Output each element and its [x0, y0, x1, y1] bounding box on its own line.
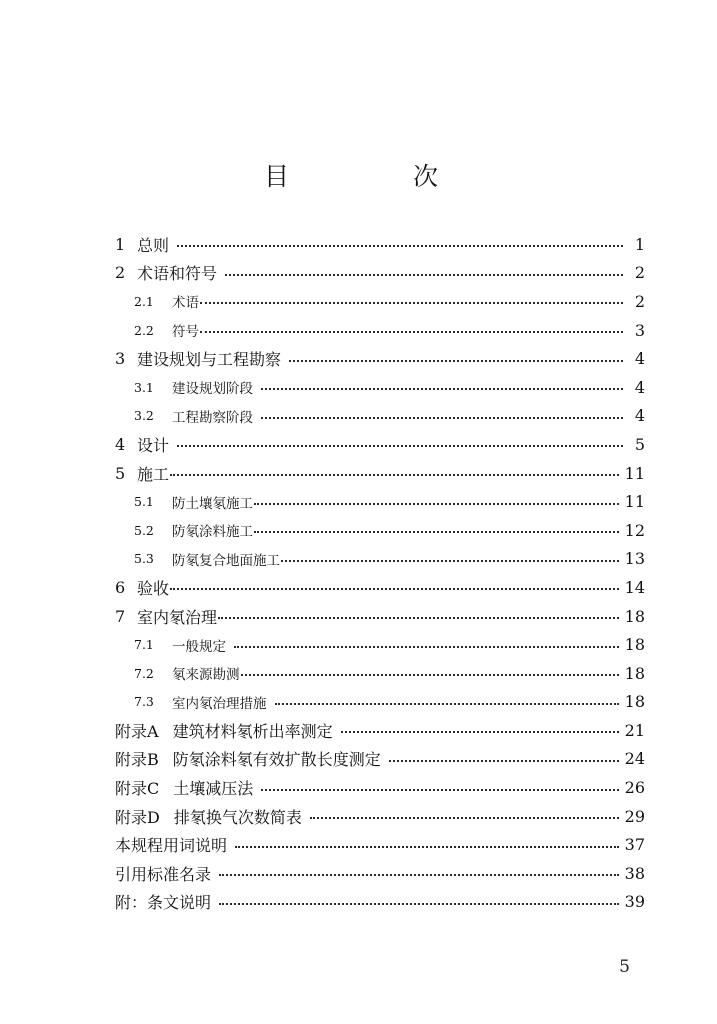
- toc-entry-number: 3: [115, 349, 126, 369]
- toc-entry-label: 总则: [137, 235, 170, 255]
- toc-entry[interactable]: [115, 745, 645, 774]
- toc-entry-number: 6: [115, 577, 126, 597]
- toc-entry-label: 设计: [137, 435, 170, 455]
- toc-entry-label: 防氡涂料施工: [172, 524, 253, 541]
- toc-entry-page: 12: [624, 520, 645, 540]
- toc-entry-label: 工程勘察阶段: [172, 409, 253, 426]
- page-title: 目 次: [264, 162, 496, 191]
- toc-entry-label: 建设规划阶段: [172, 381, 253, 398]
- toc-entry[interactable]: [115, 830, 645, 859]
- toc-entry[interactable]: [115, 688, 645, 717]
- toc-entry-label: 一般规定: [172, 638, 226, 655]
- toc-entry-page: 18: [624, 663, 645, 683]
- toc-entry[interactable]: [115, 459, 645, 488]
- toc-entry-label: 附：条文说明: [115, 893, 212, 913]
- toc-entry-number: 5.2: [134, 522, 154, 538]
- toc-entry-label: 室内氡治理措施: [172, 695, 267, 712]
- toc-entry-page: 2: [634, 291, 645, 311]
- toc-entry-label: 本规程用词说明: [115, 836, 228, 856]
- toc-entry-page: 2: [634, 263, 645, 283]
- toc-entry-page: 38: [624, 863, 645, 883]
- toc-dot-leader: [341, 731, 619, 733]
- toc-entry-page: 24: [624, 749, 645, 769]
- toc-entry-label: 防土壤氡施工: [172, 495, 253, 512]
- toc-entry-label: 符号: [172, 324, 199, 341]
- toc-entry-label: 氡来源勘测: [172, 667, 240, 684]
- toc-entry-number: 7.1: [134, 637, 154, 653]
- toc-dot-leader: [281, 560, 619, 562]
- toc-dot-leader: [219, 874, 619, 876]
- toc-entry[interactable]: [115, 344, 645, 373]
- toc-entry-number: 3.2: [134, 408, 154, 424]
- toc-entry-label: 建设规划与工程勘察: [137, 350, 282, 370]
- toc-entry-page: 4: [634, 406, 645, 426]
- toc-entry-number: 附录A: [115, 721, 159, 741]
- toc-entry-number: 3.1: [134, 379, 154, 395]
- toc-entry[interactable]: [115, 773, 645, 802]
- toc-dot-leader: [219, 903, 619, 905]
- toc-entry-page: 26: [624, 778, 645, 798]
- toc-entry-page: 39: [624, 892, 645, 912]
- toc-entry[interactable]: [115, 516, 645, 545]
- toc-entry[interactable]: [115, 373, 645, 402]
- toc-dot-leader: [289, 360, 623, 362]
- toc-entry-number: 7.2: [134, 665, 154, 681]
- toc-entry-page: 14: [624, 577, 645, 597]
- toc-entry-label: 引用标准名录: [115, 864, 212, 884]
- toc-entry-page: 21: [624, 720, 645, 740]
- toc-entry-number: 附录B: [115, 750, 159, 770]
- toc-dot-leader: [235, 846, 619, 848]
- toc-dot-leader: [225, 274, 623, 276]
- toc-dot-leader: [218, 617, 619, 619]
- toc-entry-label: 土壤减压法: [173, 779, 254, 799]
- toc-entry-label: 防氡复合地面施工: [172, 552, 280, 569]
- toc-entry-page: 29: [624, 806, 645, 826]
- toc-entry-label: 术语和符号: [137, 264, 218, 284]
- toc-entry-number: 5: [115, 463, 126, 483]
- toc-dot-leader: [200, 331, 623, 333]
- toc-entry-label: 防氡涂料氡有效扩散长度测定: [172, 750, 381, 770]
- toc-entry[interactable]: [115, 287, 645, 316]
- toc-dot-leader: [261, 388, 623, 390]
- table-of-contents: [115, 230, 645, 916]
- toc-entry-page: 37: [624, 835, 645, 855]
- toc-dot-leader: [261, 789, 618, 791]
- toc-entry[interactable]: [115, 630, 645, 659]
- toc-dot-leader: [170, 588, 619, 590]
- toc-entry[interactable]: [115, 716, 645, 745]
- toc-entry-label: 验收: [137, 578, 170, 598]
- toc-entry-label: 排氡换气次数简表: [173, 807, 302, 827]
- toc-entry-number: 2: [115, 263, 126, 283]
- toc-entry[interactable]: [115, 802, 645, 831]
- toc-entry-number: 5.3: [134, 551, 154, 567]
- toc-entry-label: 室内氡治理: [137, 607, 218, 627]
- toc-entry-number: 4: [115, 434, 126, 454]
- toc-entry-page: 4: [634, 349, 645, 369]
- toc-entry-number: 5.1: [134, 494, 154, 510]
- toc-entry-page: 5: [634, 434, 645, 454]
- toc-entry-number: 1: [115, 234, 126, 254]
- toc-entry-number: 2.2: [134, 322, 154, 338]
- toc-entry-number: 2.1: [134, 293, 154, 309]
- toc-dot-leader: [261, 417, 623, 419]
- toc-entry-page: 11: [624, 492, 645, 512]
- toc-entry-page: 18: [624, 692, 645, 712]
- toc-entry-number: 附录C: [115, 779, 160, 799]
- toc-dot-leader: [177, 445, 623, 447]
- toc-entry-label: 建筑材料氡析出率测定: [172, 721, 333, 741]
- toc-dot-leader: [241, 674, 619, 676]
- toc-dot-leader: [275, 703, 619, 705]
- toc-dot-leader: [200, 302, 623, 304]
- toc-entry[interactable]: [115, 259, 645, 288]
- toc-entry[interactable]: [115, 888, 645, 917]
- toc-entry[interactable]: [115, 487, 645, 516]
- toc-entry-number: 7: [115, 606, 126, 626]
- toc-dot-leader: [234, 646, 619, 648]
- toc-entry-page: 3: [634, 320, 645, 340]
- toc-entry[interactable]: [115, 430, 645, 459]
- toc-entry-number: 7.3: [134, 694, 154, 710]
- toc-dot-leader: [389, 760, 619, 762]
- toc-entry[interactable]: [115, 316, 645, 345]
- toc-entry[interactable]: [115, 402, 645, 431]
- toc-entry-page: 18: [624, 635, 645, 655]
- toc-entry[interactable]: [115, 659, 645, 688]
- toc-entry[interactable]: [115, 602, 645, 631]
- toc-entry-number: 附录D: [115, 807, 160, 827]
- toc-entry[interactable]: [115, 230, 645, 259]
- toc-entry-label: 术语: [172, 295, 199, 312]
- toc-entry-page: 13: [624, 549, 645, 569]
- toc-entry[interactable]: [115, 573, 645, 602]
- toc-entry-label: 施工: [137, 464, 170, 484]
- toc-entry-page: 11: [624, 463, 645, 483]
- toc-dot-leader: [254, 503, 619, 505]
- footer-page-number: 5: [619, 957, 630, 977]
- toc-dot-leader: [254, 531, 619, 533]
- toc-entry-page: 1: [634, 234, 645, 254]
- toc-dot-leader: [177, 245, 623, 247]
- toc-entry[interactable]: [115, 545, 645, 574]
- toc-entry[interactable]: [115, 859, 645, 888]
- toc-dot-leader: [170, 474, 619, 476]
- toc-entry-page: 4: [634, 377, 645, 397]
- toc-entry-page: 18: [624, 606, 645, 626]
- toc-dot-leader: [310, 817, 619, 819]
